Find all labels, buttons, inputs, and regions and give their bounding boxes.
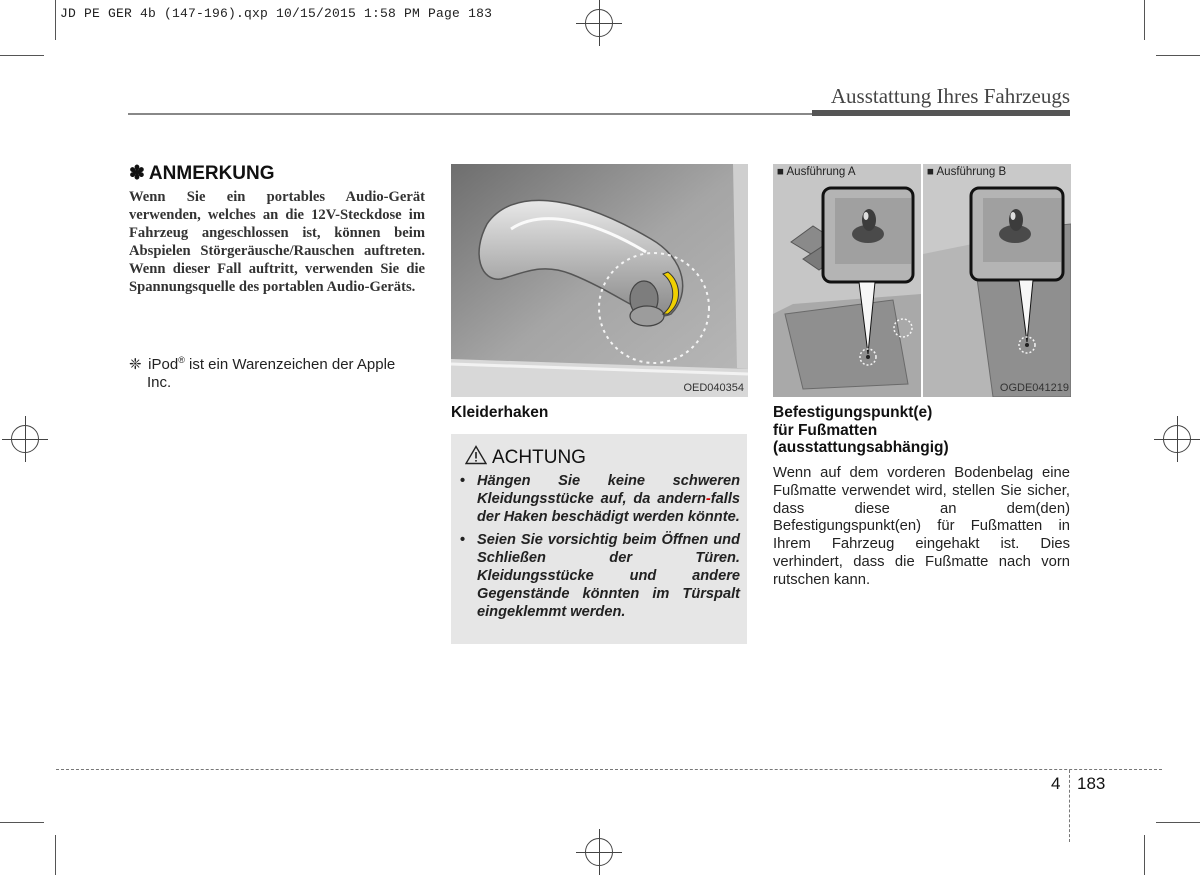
registration-mark-bottom xyxy=(585,838,613,866)
note-heading-text: ANMERKUNG xyxy=(148,163,275,184)
note-body: Wenn Sie ein portables Audio-Gerät verwenden, welches an die 12V-Steckdose im Fahrzeug angeschlossen ist, können beim Abspielen Störgeräusche/Rauschen auftreten. Wenn dieser Fall auftritt, verwenden Sie die Spannungsquelle des portablen Audio-Geräts. xyxy=(129,189,425,295)
floor-mat-body: Wenn auf dem vorderen Bodenbelag eine Fußmatte verwendet wird, stellen Sie sicher, dass diese an dem(den) Befestigungspunkt(en) für Fußmatten in Ihrem Fahrzeug eingehakt ist. Dies verhindert, dass die Fußmatte nach vorn rutschen kann. xyxy=(773,465,1070,588)
trademark-brand: iPod xyxy=(148,356,179,373)
trademark-text-continued: Inc. xyxy=(147,374,172,391)
warning-heading xyxy=(465,445,586,469)
trademark-symbol: ❈ xyxy=(129,356,142,373)
note-heading xyxy=(129,162,275,185)
floor-mat-b-illustration xyxy=(923,164,1071,397)
floor-mat-a-illustration xyxy=(773,164,921,397)
page-number: 183 xyxy=(1077,774,1106,793)
floor-mat-title: Befestigungspunkt(e) für Fußmatten (ausstattungsabhängig) xyxy=(773,404,949,456)
section-title: Ausstattung Ihres Fahrzeugs xyxy=(830,84,1070,108)
clothes-hook-title: Kleiderhaken xyxy=(451,404,549,421)
crop-mark-top-right-v xyxy=(1144,0,1145,40)
floor-mat-image-a xyxy=(773,164,921,397)
crop-mark-top-left-v xyxy=(55,0,56,40)
clothes-hook-illustration xyxy=(451,164,748,397)
hook-figure-code: OED040354 xyxy=(683,382,744,394)
warning-heading-text: ACHTUNG xyxy=(492,447,586,468)
registration-mark-left xyxy=(11,425,39,453)
warning-box xyxy=(451,434,747,644)
footer-separator xyxy=(1069,770,1070,842)
variant-b-label: ■ Ausführung B xyxy=(927,166,1007,178)
registered-mark: ® xyxy=(178,355,185,365)
floor-mat-figure-code: OGDE041219 xyxy=(999,382,1069,394)
warning-item: • Seien Sie vorsichtig beim Öffnen und Schließen der Türen. Kleidungsstücke und andere Gegenstände könnten im Türspalt eingeklemmt werden. xyxy=(460,532,740,620)
registration-mark-top xyxy=(585,9,613,37)
variant-a-label: ■ Ausführung A xyxy=(777,166,856,178)
crop-mark-bottom-left-v xyxy=(55,835,56,875)
crop-mark-bottom-right-h xyxy=(1156,822,1200,823)
footer-rule xyxy=(56,769,1162,770)
crop-mark-top-right-h xyxy=(1156,55,1200,56)
registration-mark-right xyxy=(1163,425,1191,453)
crop-mark-bottom-left-h xyxy=(0,822,44,823)
trademark-text: ist ein Warenzeichen der Apple xyxy=(184,356,396,373)
note-symbol: ✽ xyxy=(129,163,145,184)
trademark-note xyxy=(129,351,425,392)
header-rule-accent xyxy=(812,110,1070,116)
print-slug: JD PE GER 4b (147-196).qxp 10/15/2015 1:58 PM Page 183 xyxy=(60,6,493,21)
floor-mat-image-b xyxy=(923,164,1071,397)
warning-item: • Hängen Sie keine schweren Kleidungsstücke auf, da andern-falls der Haken beschädigt werden könnte. xyxy=(460,473,740,525)
warning-list xyxy=(460,472,740,626)
crop-mark-top-left-h xyxy=(0,55,44,56)
clothes-hook-image xyxy=(451,164,748,397)
section-number: 4 xyxy=(1051,774,1061,793)
header-rule xyxy=(128,113,814,115)
crop-mark-bottom-right-v xyxy=(1144,835,1145,875)
hyphen-mark: - xyxy=(705,491,711,507)
warning-triangle-icon xyxy=(465,445,487,465)
